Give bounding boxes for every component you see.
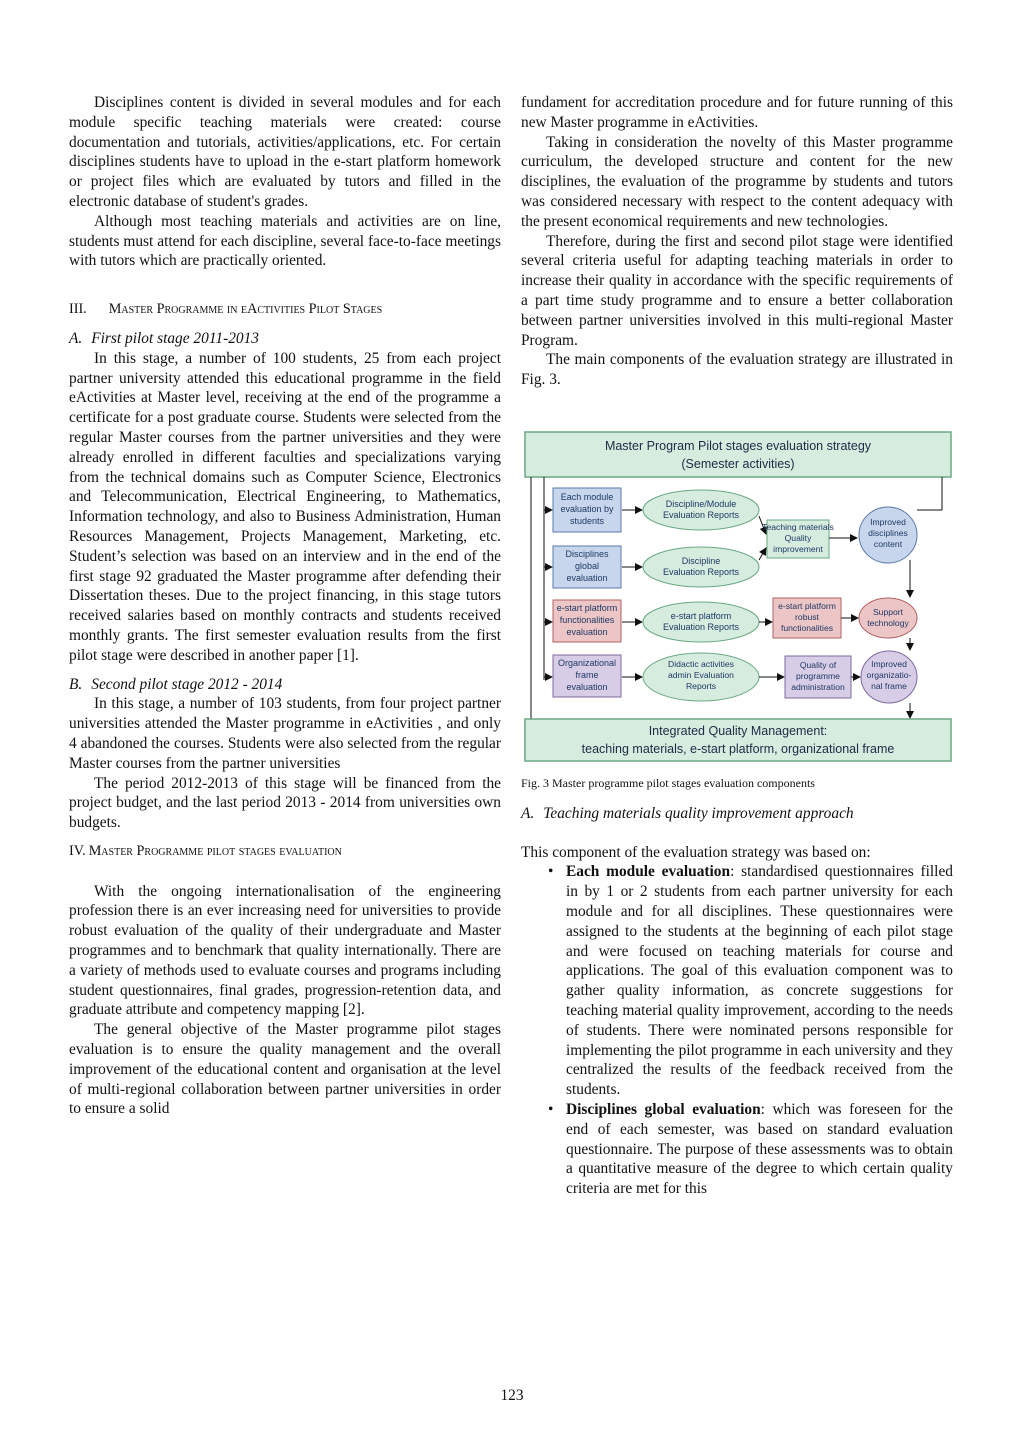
bullet-text: : standardised questionnaires filled in by 1 or 2 students from each partner university for each module and for all disciplines. These questionnaires were assigned to the students at the beginning of each pilot stage and were focused on teaching materials for course and applications. The goal of this evaluation component was to gather quality information, as concrete suggestions for teaching material quality improvement, according to the needs of students. There were nominated persons responsible for implementing the pilot programme in each university and they centralized the results of the feedback received from the students. — [566, 863, 953, 1099]
section-title: Master Programme in eActivities Pilot Stages — [108, 301, 383, 318]
list-item — [566, 1100, 953, 1199]
section-title: Master Programme pilot stages evaluation — [88, 842, 342, 859]
footer-line1: Integrated Quality Management: — [648, 724, 828, 738]
list-item — [566, 862, 953, 1100]
subsection-label: A. — [521, 804, 535, 822]
paragraph: In this stage, a number of 100 students, 25 from each project partner university attended this educational programme in the field eActivities at Master level, receiving at the end of the programme a certificate for a post graduate course. Students were selected from the regular Master courses from the partner universities and they were already enrolled in different faculties and specializations varying from the technical domains such as Computer Science, Electronics and Telecommunication, Electrical Engineering, to Mathematics, Information technology, and also to Business Administration, Human Resources Management, Projects Management, Marketing, etc. Student’s selection was based on an interview and in the end of the first stage 92 graduated the Master programme after defending their Dissertation theses. Due to the project financing, in this stage tutors received salaries based on monthly contracts and students received monthly grants. The first semester evaluation results from the first pilot stage were described in another paper [1]. — [69, 349, 501, 664]
subsection-label: B. — [69, 675, 83, 693]
label: Evaluation Reports — [662, 567, 740, 577]
label: Support — [872, 607, 904, 617]
header-line2: (Semester activities) — [681, 457, 795, 471]
paragraph: The main components of the evaluation strategy are illustrated in Fig. 3. — [521, 351, 953, 389]
figure-evaluation-strategy — [522, 430, 954, 764]
label: Organizational — [557, 658, 617, 668]
right-column-lower — [521, 774, 953, 1199]
label: Quality — [784, 533, 812, 543]
label: Improved — [871, 659, 907, 669]
arrow — [759, 548, 766, 560]
label: Evaluation Reports — [662, 510, 740, 520]
section-heading — [69, 842, 501, 862]
subsection-heading — [69, 329, 501, 349]
label: e-start platform — [556, 603, 618, 613]
label: evaluation — [566, 627, 608, 637]
label: admin Evaluation — [668, 670, 734, 680]
subsection-heading — [521, 804, 953, 824]
paragraph: Taking in consideration the novelty of this Master programme curriculum, the developed structure and content for the new disciplines, the evaluation of the programme by students and tutors was considered necessary with respect to the content adequacy with the present economical requirements and new technologies. — [521, 133, 953, 230]
label: functionalities — [559, 615, 615, 625]
paragraph: The general objective of the Master programme pilot stages evaluation is to ensure the quality management and the overall improvement of the educational content and organisation at the level of multi-regional collaboration between partner universities in order to ensure a solid — [69, 1021, 501, 1118]
subsection-heading — [69, 675, 501, 695]
subsection-title: Teaching materials quality improvement approach — [543, 804, 854, 822]
label: content — [873, 539, 903, 549]
section-number: IV. — [69, 842, 86, 859]
section-heading — [69, 300, 501, 320]
footer-line2: teaching materials, e-start platform, organizational frame — [581, 742, 895, 756]
right-column — [521, 93, 953, 390]
label: improvement — [773, 544, 823, 554]
label: disciplines — [868, 528, 908, 538]
label: functionalities — [780, 623, 834, 633]
subsection-title: First pilot stage 2011-2013 — [91, 329, 259, 347]
paragraph: The period 2012-2013 of this stage will be financed from the project budget, and the last period 2013 - 2014 from universities own budgets. — [69, 774, 501, 832]
label: evaluation by — [560, 504, 614, 514]
bullet-text: : which was foreseen for the end of each semester, was based on standard evaluation questionnaire. The purpose of these assessments was to obtain a quantitative measure of the degree to which certain quality criteria are met for this — [566, 1100, 954, 1198]
svg-text:e-start platformEvaluation Rep — [663, 611, 740, 632]
figure-caption: Fig. 3 Master programme pilot stages evaluation components — [521, 776, 815, 790]
subsection-label: A. — [69, 329, 83, 347]
label: e-start platform — [670, 611, 732, 621]
subsection-title: Second pilot stage 2012 - 2014 — [91, 675, 283, 693]
label: Reports — [685, 681, 717, 691]
paragraph: With the ongoing internationalisation of the engineering profession there is an ever increasing need for universities to provide robust evaluation of the quality of their undergraduate and Master programmes and to benchmark that quality internationally. There are a variety of methods used to evaluate courses and programs including student questionnaires, final grades, progression-retention data, and graduate attribute and competency mapping [2]. — [69, 882, 501, 1019]
svg-text:Discipline/ModuleEvaluation Re — [663, 499, 740, 520]
label: global — [574, 561, 600, 571]
bullet-list — [521, 862, 953, 1199]
label: Quality of — [799, 660, 837, 670]
label: evaluation — [566, 573, 608, 583]
header-line1: Master Program Pilot stages evaluation strategy — [604, 439, 872, 453]
label: Discipline/Module — [665, 499, 737, 509]
left-column — [69, 93, 501, 1119]
label: organizatio- — [866, 670, 912, 680]
svg-text:Improvedorganizatio-nal frame — [867, 659, 912, 691]
label: Each module — [560, 492, 614, 502]
label: programme — [796, 671, 840, 681]
label: administration — [791, 682, 845, 692]
section-number: III. — [69, 301, 87, 318]
label: frame — [575, 670, 599, 680]
label: e-start platform — [778, 601, 836, 611]
label: Didactic activities — [668, 659, 734, 669]
paragraph: fundament for accreditation procedure and for future running of this new Master programme in eActivities. — [521, 94, 953, 131]
label: Improved — [870, 517, 906, 527]
svg-text:Improveddisciplinescontent — [868, 517, 908, 549]
paragraph: This component of the evaluation strategy was based on: — [521, 843, 871, 861]
page-number: 123 — [500, 1387, 524, 1404]
paragraph: Therefore, during the first and second pilot stage were identified several criteria useful for adapting teaching materials in order to increase their quality in accordance with the specific requirements of a part time study programme and to ensure a better collaboration between partner universities involved in this multi-regional Master Program. — [521, 232, 953, 349]
paragraph: Although most teaching materials and activities are on line, students must attend for each discipline, several face-to-face meetings with tutors which are practically oriented. — [69, 212, 501, 270]
label: Evaluation Reports — [662, 622, 740, 632]
label: technology — [867, 618, 909, 628]
label: robust — [795, 612, 819, 622]
flow-diagram — [522, 430, 954, 764]
bullet-title: Disciplines global evaluation — [566, 1100, 761, 1118]
paragraph: Disciplines content is divided in several modules and for each module specific teaching materials were created: course documentation and tutorials, activities/applications, etc. For certain disciplines students have to upload in the e-start platform homework or project files which are evaluated by tutors and filled in the electronic database of student's grades. — [69, 94, 501, 210]
label: evaluation — [566, 682, 608, 692]
bullet-title: Each module evaluation — [566, 863, 731, 881]
label: Teaching materials — [762, 522, 834, 532]
label: students — [569, 516, 605, 526]
label: Disciplines — [565, 549, 609, 559]
paragraph: In this stage, a number of 103 students, from four project partner universities attended the Master programme in eActivities , and only 4 abandoned the courses. Students were also selected from the regular Master courses from the partner universities — [69, 695, 501, 772]
label: Discipline — [681, 556, 721, 566]
label: nal frame — [871, 681, 907, 691]
